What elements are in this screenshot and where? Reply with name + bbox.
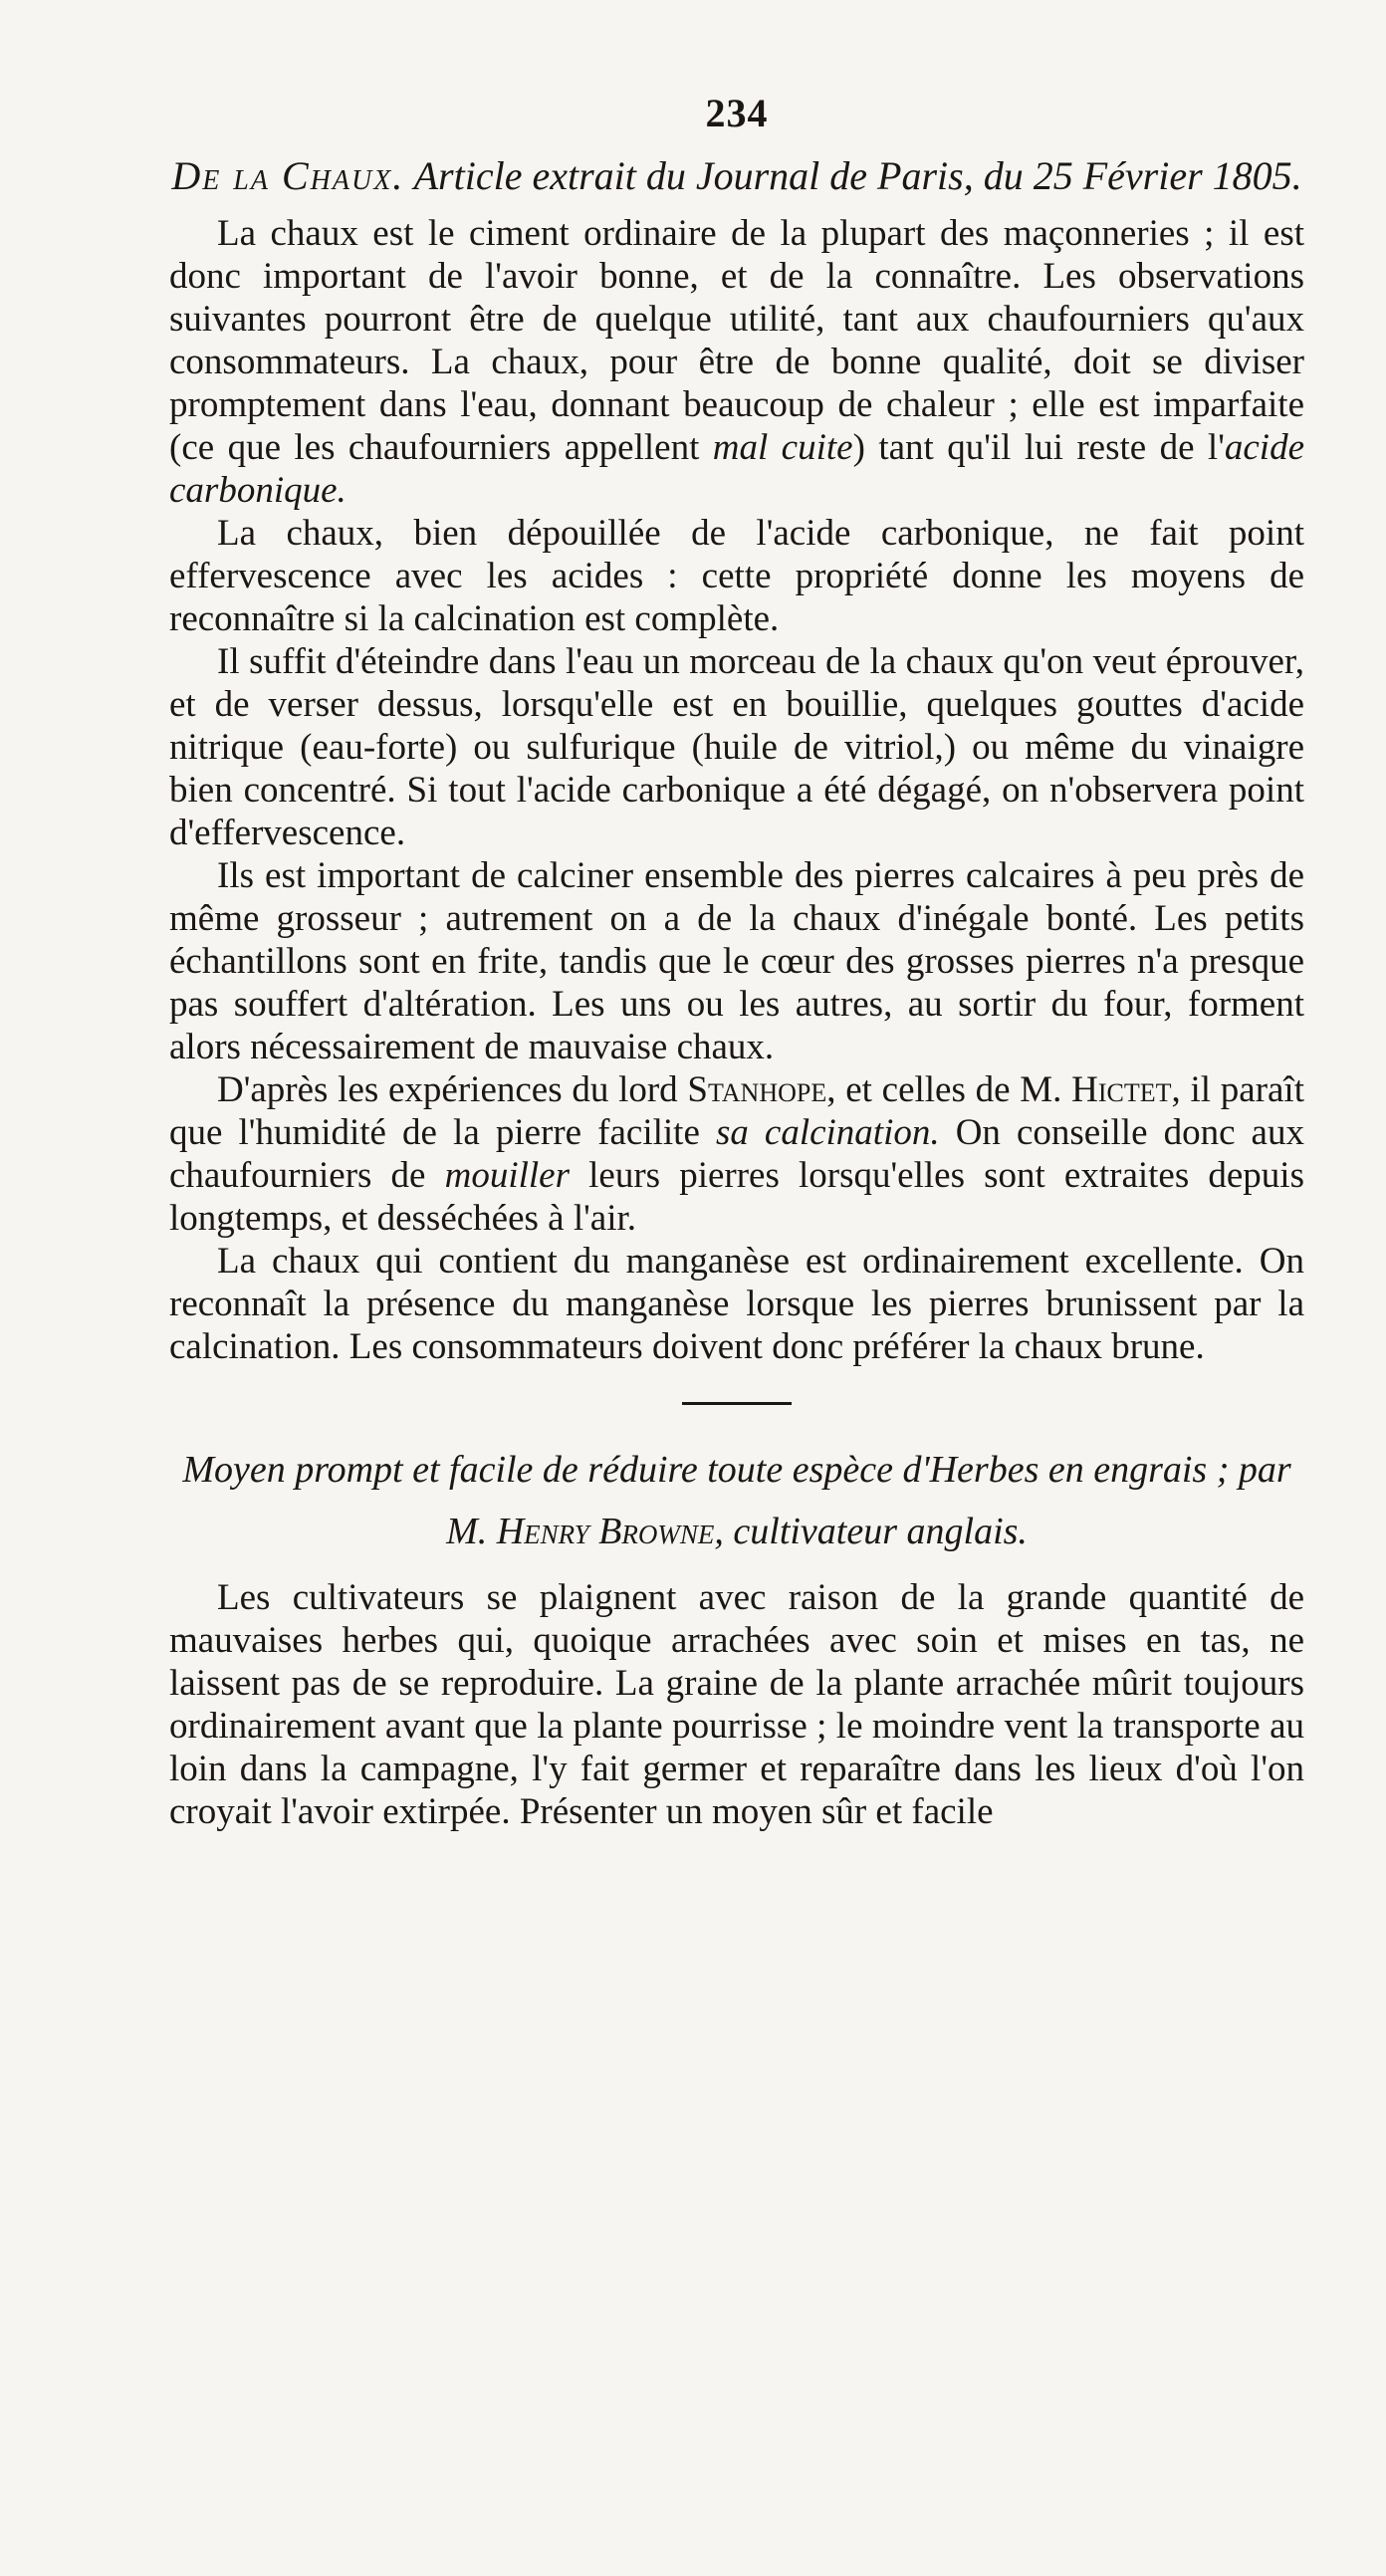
article-title-smallcaps: De la Chaux.: [171, 153, 405, 198]
document-page: [169, 90, 1304, 2519]
italic-sa-calcination: sa calcination.: [715, 1112, 940, 1153]
page-number: 234: [705, 91, 769, 135]
paragraph-4: Ils est important de calciner ensemble des pierres calcaires à peu près de même grosseur ; autrement on a de la chaux d'inégale bonté. Les petits échantillons sont en frite, tandis que le cœur des grosses pierres n'a presque pas souffert d'altération. Les uns ou les autres, au sortir du four, forment alors nécessairement de mauvaise chaux.: [169, 855, 1304, 1067]
paragraph-5: D'après les expériences du lord Stanhope, et celles de M. Hictet, il paraît que l'humidité de la pierre facilite sa calcination. On conseille donc aux chaufourniers de mouiller leurs pierres lorsqu'elles sont extraites depuis longtemps, et desséchées à l'air.: [169, 1069, 1304, 1239]
italic-mouiller: mouiller: [444, 1155, 570, 1196]
name-henry-browne: Henry Browne: [496, 1511, 715, 1552]
name-stanhope: Stanhope: [687, 1069, 827, 1110]
italic-mal-cuite: mal cuite: [712, 427, 853, 468]
italic-acide-carbonique: acide carbonique.: [169, 427, 1304, 511]
paragraph-2: La chaux, bien dépouillée de l'acide carbonique, ne fait point effervescence avec les acides : cette propriété donne les moyens de reconnaître si la calcination est complète.: [169, 513, 1304, 639]
paragraph-6: La chaux qui contient du manganèse est ordinairement excellente. On reconnaît la présence du manganèse lorsque les pierres brunissent par la calcination. Les consommateurs doivent donc préférer la chaux brune.: [169, 1241, 1304, 1367]
paragraph-3: Il suffit d'éteindre dans l'eau un morceau de la chaux qu'on veut éprouver, et de verser dessus, lorsqu'elle est en bouillie, quelques gouttes d'acide nitrique (eau-forte) ou sulfurique (huile de vitriol,) ou même du vinaigre bien concentré. Si tout l'acide carbonique a été dégagé, on n'observera point d'effervescence.: [169, 641, 1304, 853]
section-divider: [682, 1402, 792, 1405]
section-title: Moyen prompt et facile de réduire toute espèce d'Herbes en engrais ; par M. Henry Browne, cultivateur anglais.: [182, 1449, 1291, 1552]
paragraph-7: Les cultivateurs se plaignent avec raison de la grande quantité de mauvaises herbes qui, quoique arrachées avec soin et mises en tas, ne laissent pas de se reproduire. La graine de la plante arrachée mûrit toujours ordinairement avant que la plante pourrisse ; le moindre vent la transporte au loin dans la campagne, l'y fait germer et reparaître dans les lieux d'où l'on croyait l'avoir extirpée. Présenter un moyen sûr et facile: [169, 1577, 1304, 1832]
paragraph-1: La chaux est le ciment ordinaire de la plupart des maçonneries ; il est donc important de l'avoir bonne, et de la connaître. Les observations suivantes pourront être de quelque utilité, tant aux chaufourniers qu'aux consommateurs. La chaux, pour être de bonne qualité, doit se diviser promptement dans l'eau, donnant beaucoup de chaleur ; elle est imparfaite (ce que les chaufourniers appellent mal cuite) tant qu'il lui reste de l'acide carbonique.: [169, 213, 1304, 511]
article-title: [169, 150, 1304, 202]
name-hictet: Hictet: [1071, 1069, 1172, 1110]
article-title-source: Article extrait du Journal de Paris, du 25 Février 1805.: [413, 153, 1302, 198]
